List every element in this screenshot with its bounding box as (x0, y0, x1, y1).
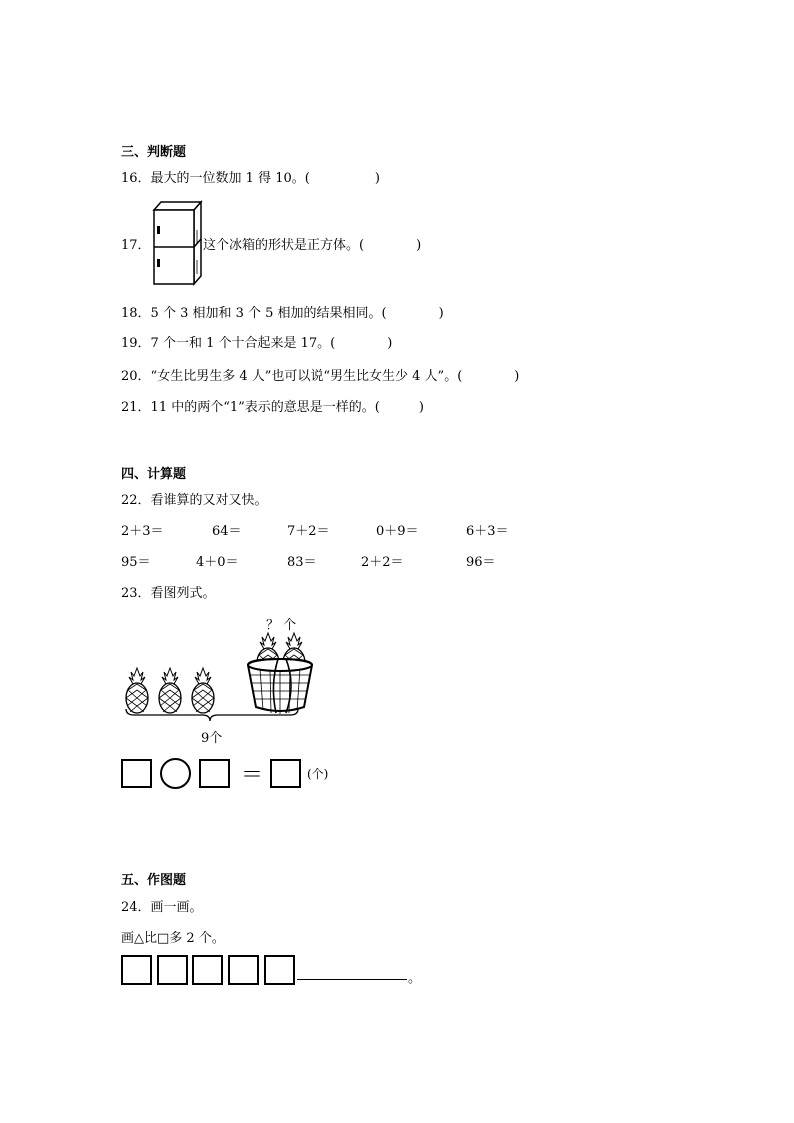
answer-box[interactable] (270, 759, 301, 788)
question-23: 23．看图列式。 (121, 586, 216, 601)
section-5-title: 五、作图题 (121, 873, 187, 888)
operator-circle[interactable] (160, 758, 191, 789)
calc-item: 0＋9＝ (376, 524, 419, 539)
calc-item: 96＝ (466, 555, 496, 570)
total-label: 9个 (201, 731, 223, 746)
square-shape (228, 955, 259, 985)
question-20: 20．“女生比男生多 4 人”也可以说“男生比女生少 4 人”。( ) (121, 369, 520, 384)
question-mark-label: ？ 个 (266, 618, 297, 633)
equals-sign: ＝ (241, 763, 264, 788)
calc-item: 4＋0＝ (196, 555, 239, 570)
calc-item: 64＝ (212, 524, 242, 539)
calc-item: 7＋2＝ (287, 524, 330, 539)
question-18: 18．5 个 3 相加和 3 个 5 相加的结果相同。( ) (121, 306, 444, 321)
square-shape (157, 955, 188, 985)
question-17-text: 这个冰箱的形状是正方体。( ) (203, 238, 422, 253)
section-4-title: 四、计算题 (121, 467, 187, 482)
pineapple-basket-figure (120, 625, 320, 725)
calc-item: 6＋3＝ (466, 524, 509, 539)
drawing-instruction: 画△比□多 2 个。 (121, 931, 225, 946)
square-shape (121, 955, 152, 985)
end-mark: 。 (408, 971, 422, 986)
pineapple-icon (126, 668, 148, 713)
answer-box[interactable] (199, 759, 230, 788)
square-shape (264, 955, 295, 985)
basket-icon (248, 659, 312, 714)
question-21: 21．11 中的两个“1”表示的意思是一样的。( ) (121, 400, 424, 415)
answer-line[interactable] (297, 979, 407, 980)
answer-box[interactable] (121, 759, 152, 788)
question-19: 19．7 个一和 1 个十合起来是 17。( ) (121, 336, 393, 351)
calc-item: 2＋3＝ (121, 524, 164, 539)
calc-item: 2＋2＝ (361, 555, 404, 570)
calc-item: 95＝ (121, 555, 151, 570)
section-3-title: 三、判断题 (121, 145, 187, 160)
pineapple-icon (192, 668, 214, 713)
pineapple-icon (159, 668, 181, 713)
question-22: 22．看谁算的又对又快。 (121, 493, 268, 508)
question-17-number: 17． (121, 238, 151, 253)
calc-item: 83＝ (287, 555, 317, 570)
square-shape (192, 955, 223, 985)
unit-label: (个) (307, 767, 329, 781)
question-16: 16．最大的一位数加 1 得 10。( ) (121, 171, 380, 186)
fridge-icon (152, 200, 202, 286)
question-24: 24．画一画。 (121, 900, 203, 915)
